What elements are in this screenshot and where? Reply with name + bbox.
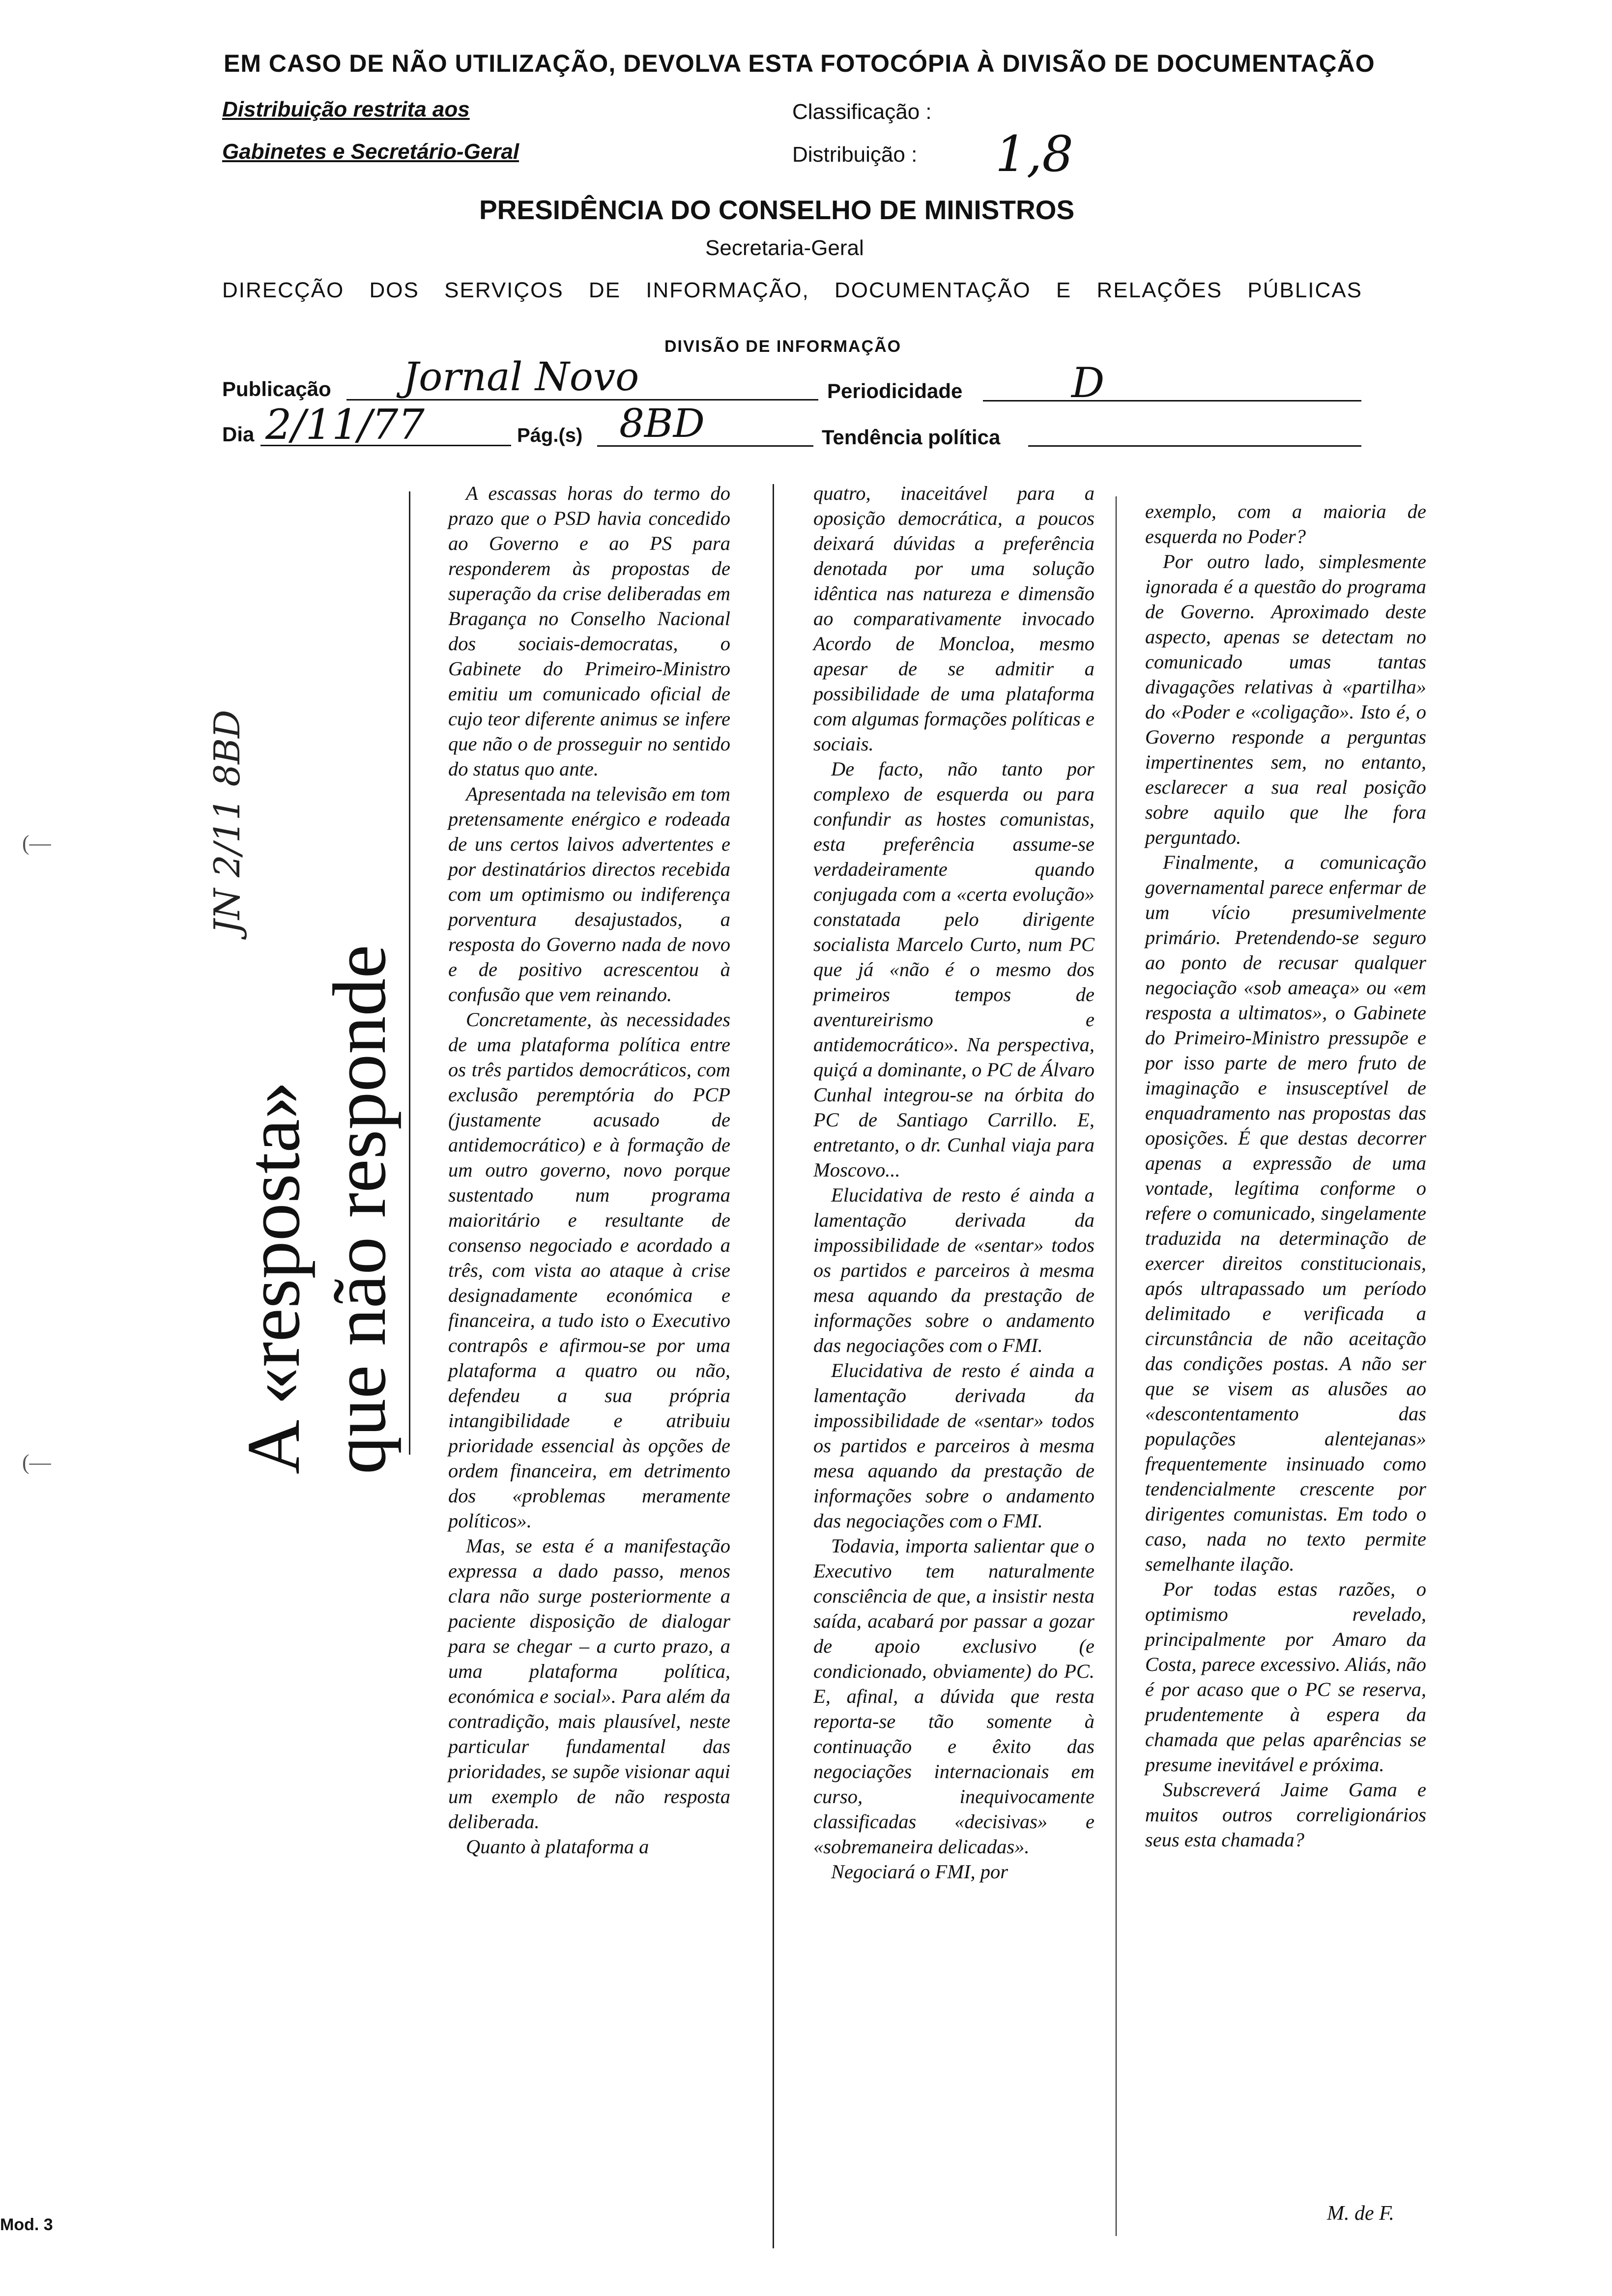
- article-paragraph: Mas, se esta é a manifestação expressa a dado passo, menos clara não surge posteriormente a paciente disposição de dialogar para se chegar – a curto prazo, a uma plataforma política, económica e social». Para além da contradição, mais plausível, neste particular fundamental das prioridades, se supõe visionar aqui um exemplo de não resposta deliberada.: [448, 1535, 730, 1833]
- article-paragraph: quatro, inaceitável para a oposição democrática, a poucos deixará dúvidas a preferência denotada por uma solução idêntica nas natureza e dimensão ao comparativamente invocado Acordo de Moncloa, mesmo apesar de se admitir a possibilidade de uma plataforma com algumas formações políticas e sociais.: [813, 482, 1094, 755]
- column-rule-2: [1116, 496, 1117, 2236]
- headline-rule: [409, 491, 410, 1455]
- dia-label: Dia: [222, 423, 255, 446]
- article-paragraph: Negociará o FMI, por: [831, 1861, 1008, 1883]
- article-paragraph: Quanto à plataforma a: [466, 1836, 649, 1858]
- article-paragraph: exemplo, com a maioria de esquerda no Poder?: [1145, 500, 1426, 547]
- headline-line1: A «resposta»: [232, 1081, 316, 1474]
- periodicidade-line: [983, 400, 1361, 402]
- classification-label: Classificação :: [792, 100, 932, 124]
- pag-label: Pág.(s): [517, 425, 583, 446]
- article-column-1: [448, 481, 730, 1859]
- periodicidade-value: D: [1071, 359, 1105, 407]
- column-rule-1: [773, 484, 774, 2248]
- article-paragraph: Subscreverá Jaime Gama e muitos outros correligionários seus esta chamada?: [1145, 1779, 1426, 1851]
- pag-value: 8BD: [619, 401, 705, 446]
- article-paragraph: Concretamente, às necessidades de uma plataforma política entre os três partidos democráticos, com exclusão peremptória do PCP (justamente acusado de antidemocrático) e à formação de um outro governo, novo porque sustentado num programa maioritário e resultante de consenso negociado e acordado a três, com vista ao ataque à crise designadamente económica e financeira, a tudo isto o Executivo contrapôs e afirmou-se por uma plataforma a quatro ou não, defendeu a sua própria intangibilidade e atribuiu prioridade essencial às opções de ordem financeira, em detrimento dos «problemas meramente políticos».: [448, 1008, 730, 1532]
- margin-mark: (—: [22, 1450, 51, 1474]
- tendencia-label: Tendência política: [822, 426, 1001, 449]
- article-headline: [231, 541, 403, 1474]
- article-paragraph: Elucidativa de resto é ainda a lamentação derivada da impossibilidade de «sentar» todos os partidos e parceiros à mesma mesa aquando da prestação de informações sobre o andamento das negociações com o FMI.: [813, 1184, 1094, 1356]
- article-paragraph: Por outro lado, simplesmente ignorada é a questão do programa de Governo. Aproximado deste aspecto, apenas se detectam no comunicado umas tantas divagações relativas à «partilha» do «Poder e «coligação». Isto é, o Governo responde a perguntas impertinentes sem, no entanto, esclarecer a sua real posição sobre aquilo que lhe fora perguntado.: [1145, 550, 1426, 848]
- publicacao-value: Jornal Novo: [403, 354, 639, 400]
- article-column-3: [1145, 499, 1426, 1852]
- return-notice: EM CASO DE NÃO UTILIZAÇÃO, DEVOLVA ESTA FOTOCÓPIA À DIVISÃO DE DOCUMENTAÇÃO: [224, 50, 1375, 77]
- restricted-distribution-line1: Distribuição restrita aos: [222, 97, 470, 121]
- org-subtitle: Secretaria-Geral: [705, 236, 864, 260]
- restricted-distribution-line2: Gabinetes e Secretário-Geral: [222, 140, 519, 164]
- article-paragraph: Elucidativa de resto é ainda a lamentação derivada da impossibilidade de «sentar» todos os partidos e parceiros à mesma mesa aquando da prestação de informações sobre o andamento das negociações com o FMI.: [813, 1359, 1094, 1532]
- dia-value: 2/11/77: [265, 401, 425, 449]
- headline-line2: que não responde: [318, 945, 402, 1474]
- distribution-label: Distribuição :: [792, 143, 918, 167]
- article-paragraph: Por todas estas razões, o optimismo revelado, principalmente por Amaro da Costa, parece excessivo. Aliás, não é por acaso que o PC se reserva, prudentemente à espera da chamada que pelas aparências se presume inevitável e próxima.: [1145, 1578, 1426, 1776]
- author-signature: M. de F.: [1327, 2202, 1394, 2225]
- handwritten-note: JN 2/11 8BD: [206, 710, 248, 934]
- article-column-2: [813, 481, 1094, 1884]
- org-title: PRESIDÊNCIA DO CONSELHO DE MINISTROS: [479, 195, 1075, 225]
- division: DIVISÃO DE INFORMAÇÃO: [664, 337, 902, 356]
- tendencia-line: [1028, 445, 1361, 447]
- margin-mark: (—: [22, 831, 51, 855]
- model-number: Mod. 3: [0, 2215, 53, 2234]
- periodicidade-label: Periodicidade: [827, 379, 963, 402]
- article-paragraph: Apresentada na televisão em tom pretensamente enérgico e rodeada de uns certos laivos advertentes e por destinatários directos recebida com um optimismo ou indiferença porventura desajustados, a resposta do Governo nada de novo e de positivo acrescentou à confusão que vem reinando.: [448, 783, 730, 1005]
- article-paragraph: Finalmente, a comunicação governamental parece enfermar de um vício presumivelmente primário. Pretendendo-se seguro ao ponto de recusar qualquer negociação «sob ameaça» ou «em resposta a ultimatos», o Gabinete do Primeiro-Ministro pressupõe e por isso parte de mero fruto de imaginação e insusceptível de enquadramento nas propostas das oposições. É que destas decorrer apenas a expressão de uma vontade, legítima conforme o refere o comunicado, singelamente traduzida na determinação de exercer direitos constitucionais, após ultrapassado um período delimitado e verificada a circunstância de não aceitação das condições postas. A não ser que se visem as alusões ao «descontentamento das populações alentejanas» frequentemente insinuado como tendencialmente crescente por dirigentes comunistas. Em todo o caso, nada no texto permite semelhante ilação.: [1145, 851, 1426, 1575]
- publicacao-label: Publicação: [222, 377, 331, 401]
- article-paragraph: A escassas horas do termo do prazo que o PSD havia concedido ao Governo e ao PS para responderem às propostas de superação da crise deliberadas em Bragança no Conselho Nacional dos sociais-democratas, o Gabinete do Primeiro-Ministro emitiu um comunicado oficial de cujo teor diferente animus se infere que não o de prosseguir no sentido do status quo ante.: [448, 482, 730, 780]
- article-paragraph: Todavia, importa salientar que o Executivo tem naturalmente consciência de que, a insistir nesta saída, acabará por passar a gozar de apoio exclusivo (e condicionado, obviamente) do PC. E, afinal, a dúvida que resta reporta-se tão somente à continuação e êxito das negociações internacionais em curso, inequivocamente classificadas «decisivas» e «sobremaneira delicadas».: [813, 1535, 1094, 1858]
- distribution-value: 1,8: [995, 125, 1074, 183]
- directorate: DIRECÇÃO DOS SERVIÇOS DE INFORMAÇÃO, DOCUMENTAÇÃO E RELAÇÕES PÚBLICAS: [222, 278, 1362, 302]
- article-paragraph: De facto, não tanto por complexo de esquerda ou para confundir as hostes comunistas, esta preferência assume-se verdadeiramente quando conjugada com a «certa evolução» constatada pelo dirigente socialista Marcelo Curto, num PC que já «não é o mesmo dos primeiros tempos de aventureirismo e antidemocrático». Na perspectiva, quiçá a dominante, o PC de Álvaro Cunhal integrou-se na órbita do PC de Santiago Carrillo. E, entretanto, o dr. Cunhal viaja para Moscovo...: [813, 758, 1094, 1181]
